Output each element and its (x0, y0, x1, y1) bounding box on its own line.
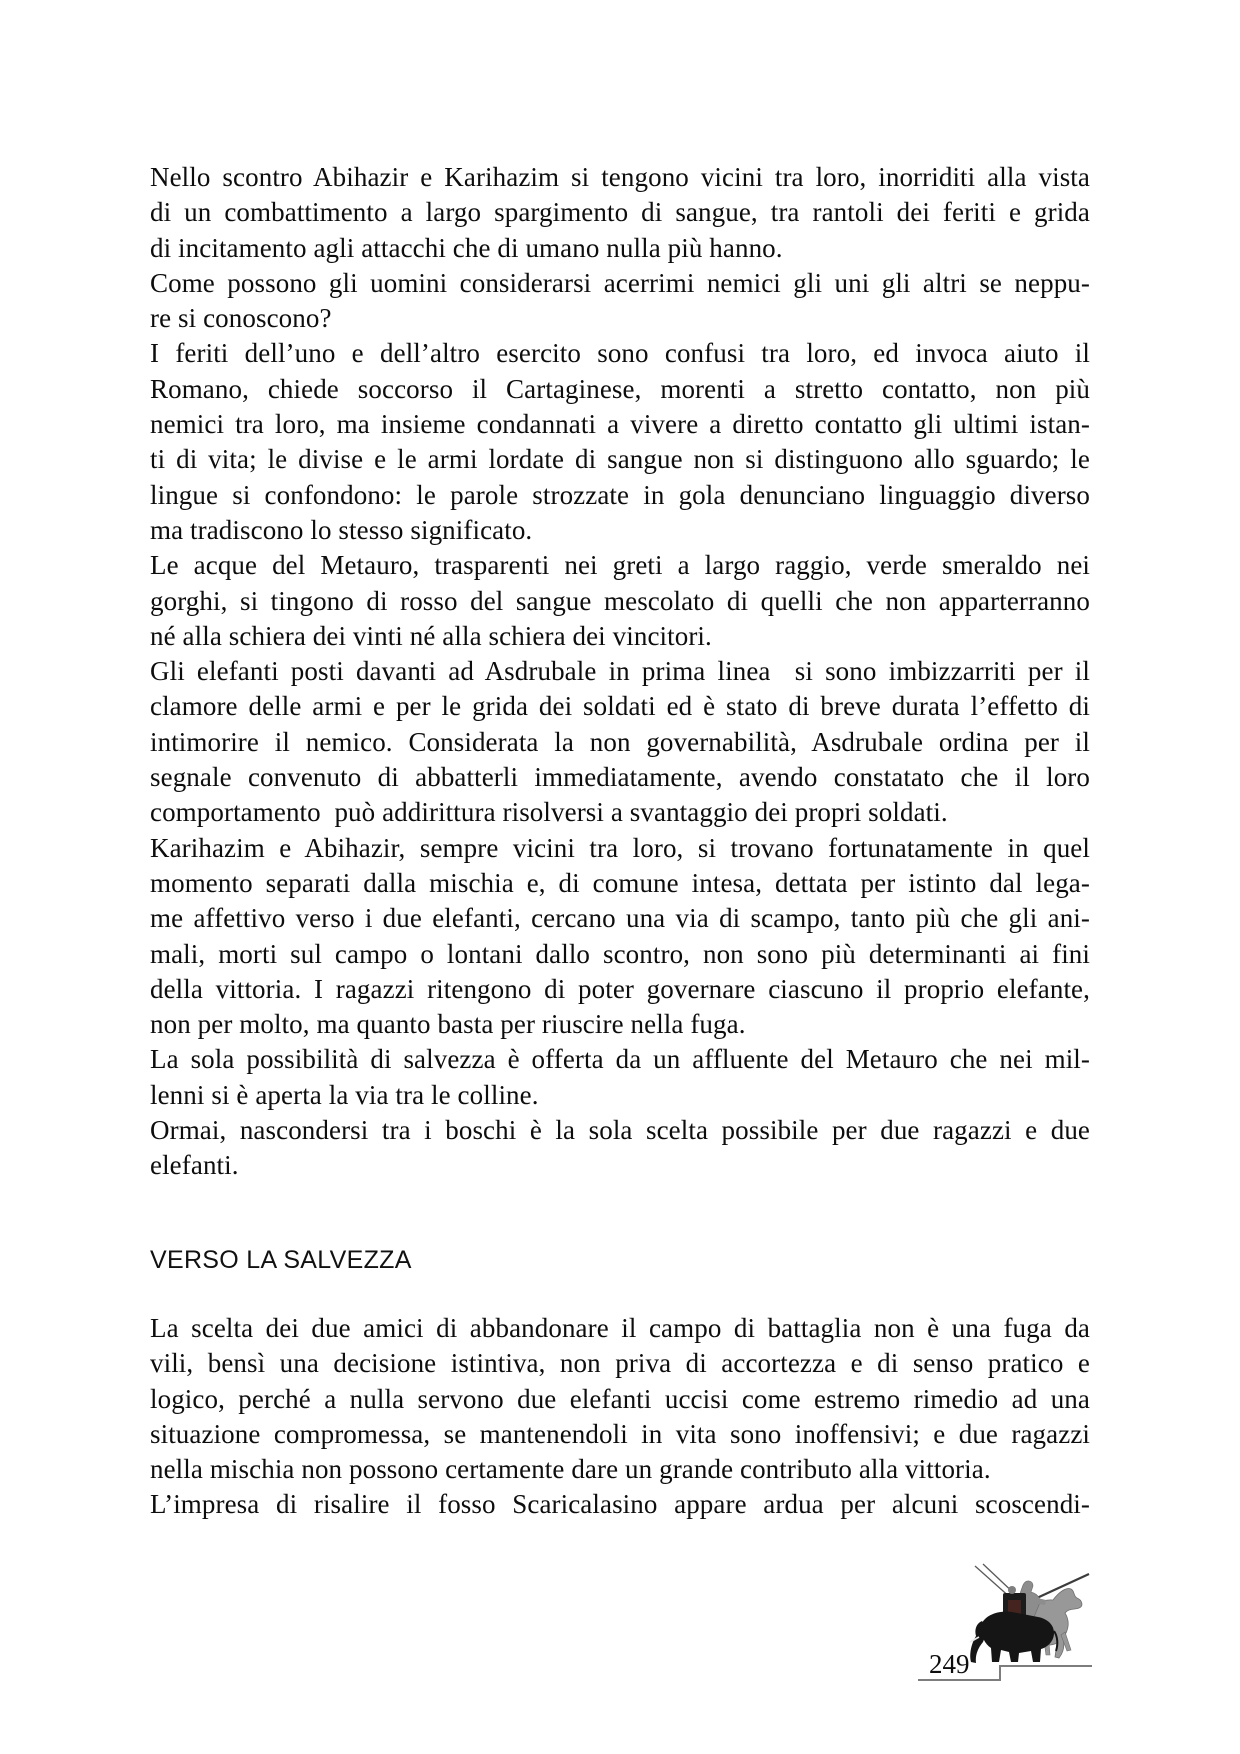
text-line: clamore delle armi e per le grida dei soldati ed è stato di breve durata l’effetto di (150, 691, 1090, 722)
text-line: nemici tra loro, ma insieme condannati a vivere a diretto contatto gli ultimi istan- (150, 409, 1090, 440)
paragraph (150, 1311, 1090, 1487)
text-line: momento separati dalla mischia e, di comune intesa, dettata per istinto dal lega- (150, 867, 1090, 898)
page-number: 249 (929, 1649, 970, 1679)
text-line: lenni si è aperta la via tra le colline. (150, 1079, 539, 1110)
paragraph (150, 1487, 1090, 1522)
text-line: comportamento può addirittura risolversi a svantaggio dei propri soldati. (150, 797, 948, 828)
section-heading: VERSO LA SALVEZZA (150, 1245, 412, 1274)
text-line: Karihazim e Abihazir, sempre vicini tra loro, si trovano fortunatamente in quel (150, 832, 1090, 863)
text-line: elefanti. (150, 1150, 239, 1181)
text-line: La scelta dei due amici di abbandonare il campo di battaglia non è una fuga da (150, 1312, 1090, 1343)
text-line: Romano, chiede soccorso il Cartaginese, morenti a stretto contatto, non più (150, 373, 1090, 404)
footer-rule-lower (918, 1679, 1001, 1681)
text-line: I feriti dell’uno e dell’altro esercito sono confusi tra loro, ed invoca aiuto il (150, 338, 1090, 369)
text-line: situazione compromessa, se mantenendoli in vita sono inoffensivi; e due ragazzi (150, 1418, 1090, 1449)
paragraph (150, 266, 1090, 337)
text-line: Come possono gli uomini considerarsi acerrimi nemici gli uni gli altri se neppu- (150, 267, 1090, 298)
paragraph (150, 831, 1090, 1043)
paragraph (150, 1113, 1090, 1184)
text-line: La sola possibilità di salvezza è offerta da un affluente del Metauro che nei mil- (150, 1044, 1090, 1075)
text-line: ti di vita; le divise e le armi lordate di sangue non si distinguono allo sguardo; le (150, 444, 1090, 475)
text-line: mali, morti sul campo o lontani dallo scontro, non sono più determinanti ai fini (150, 938, 1090, 969)
text-line: di un combattimento a largo spargimento di sangue, tra rantoli dei feriti e grida (150, 197, 1090, 228)
text-line: Le acque del Metauro, trasparenti nei greti a largo raggio, verde smeraldo nei (150, 550, 1090, 581)
text-line: intimorire il nemico. Considerata la non governabilità, Asdrubale ordina per il (150, 726, 1090, 757)
paragraph (150, 548, 1090, 654)
text-line: ma tradiscono lo stesso significato. (150, 514, 533, 545)
text-line: lingue si confondono: le parole strozzate in gola denunciano linguaggio diverso (150, 479, 1090, 510)
paragraph (150, 336, 1090, 548)
text-line: non per molto, ma quanto basta per riuscire nella fuga. (150, 1009, 746, 1040)
text-line: Gli elefanti posti davanti ad Asdrubale in prima linea si sono imbizzarriti per il (150, 656, 1090, 687)
paragraph (150, 654, 1090, 830)
text-line: vili, bensì una decisione istintiva, non priva di accortezza e di senso pratico e (150, 1348, 1090, 1379)
text-line: né alla schiera dei vinti né alla schiera dei vincitori. (150, 620, 712, 651)
paragraph (150, 1042, 1090, 1113)
text-line: gorghi, si tingono di rosso del sangue mescolato di quelli che non apparterranno (150, 585, 1090, 616)
text-line: L’impresa di risalire il fosso Scaricalasino appare ardua per alcuni scoscendi- (150, 1489, 1090, 1520)
text-line: nella mischia non possono certamente dare un grande contributo alla vittoria. (150, 1454, 991, 1485)
body-text (150, 160, 1090, 1523)
text-line: di incitamento agli attacchi che di umano nulla più hanno. (150, 232, 783, 263)
text-line: re si conoscono? (150, 303, 332, 334)
text-line: me affettivo verso i due elefanti, cercano una via di scampo, tanto più che gli ani- (150, 903, 1090, 934)
text-line: della vittoria. I ragazzi ritengono di poter governare ciascuno il proprio elefante, (150, 973, 1090, 1004)
text-line: Nello scontro Abihazir e Karihazim si tengono vicini tra loro, inorriditi alla vista (150, 162, 1090, 192)
footer-rule-step (999, 1665, 1001, 1681)
war-elephant-rider-horse-icon (966, 1563, 1096, 1667)
paragraph (150, 160, 1090, 266)
text-line: segnale convenuto di abbatterli immediatamente, avendo constatato che il loro (150, 762, 1090, 793)
text-line: logico, perché a nulla servono due elefanti uccisi come estremo rimedio ad una (150, 1383, 1090, 1414)
text-line: Ormai, nascondersi tra i boschi è la sola scelta possibile per due ragazzi e due (150, 1115, 1090, 1146)
